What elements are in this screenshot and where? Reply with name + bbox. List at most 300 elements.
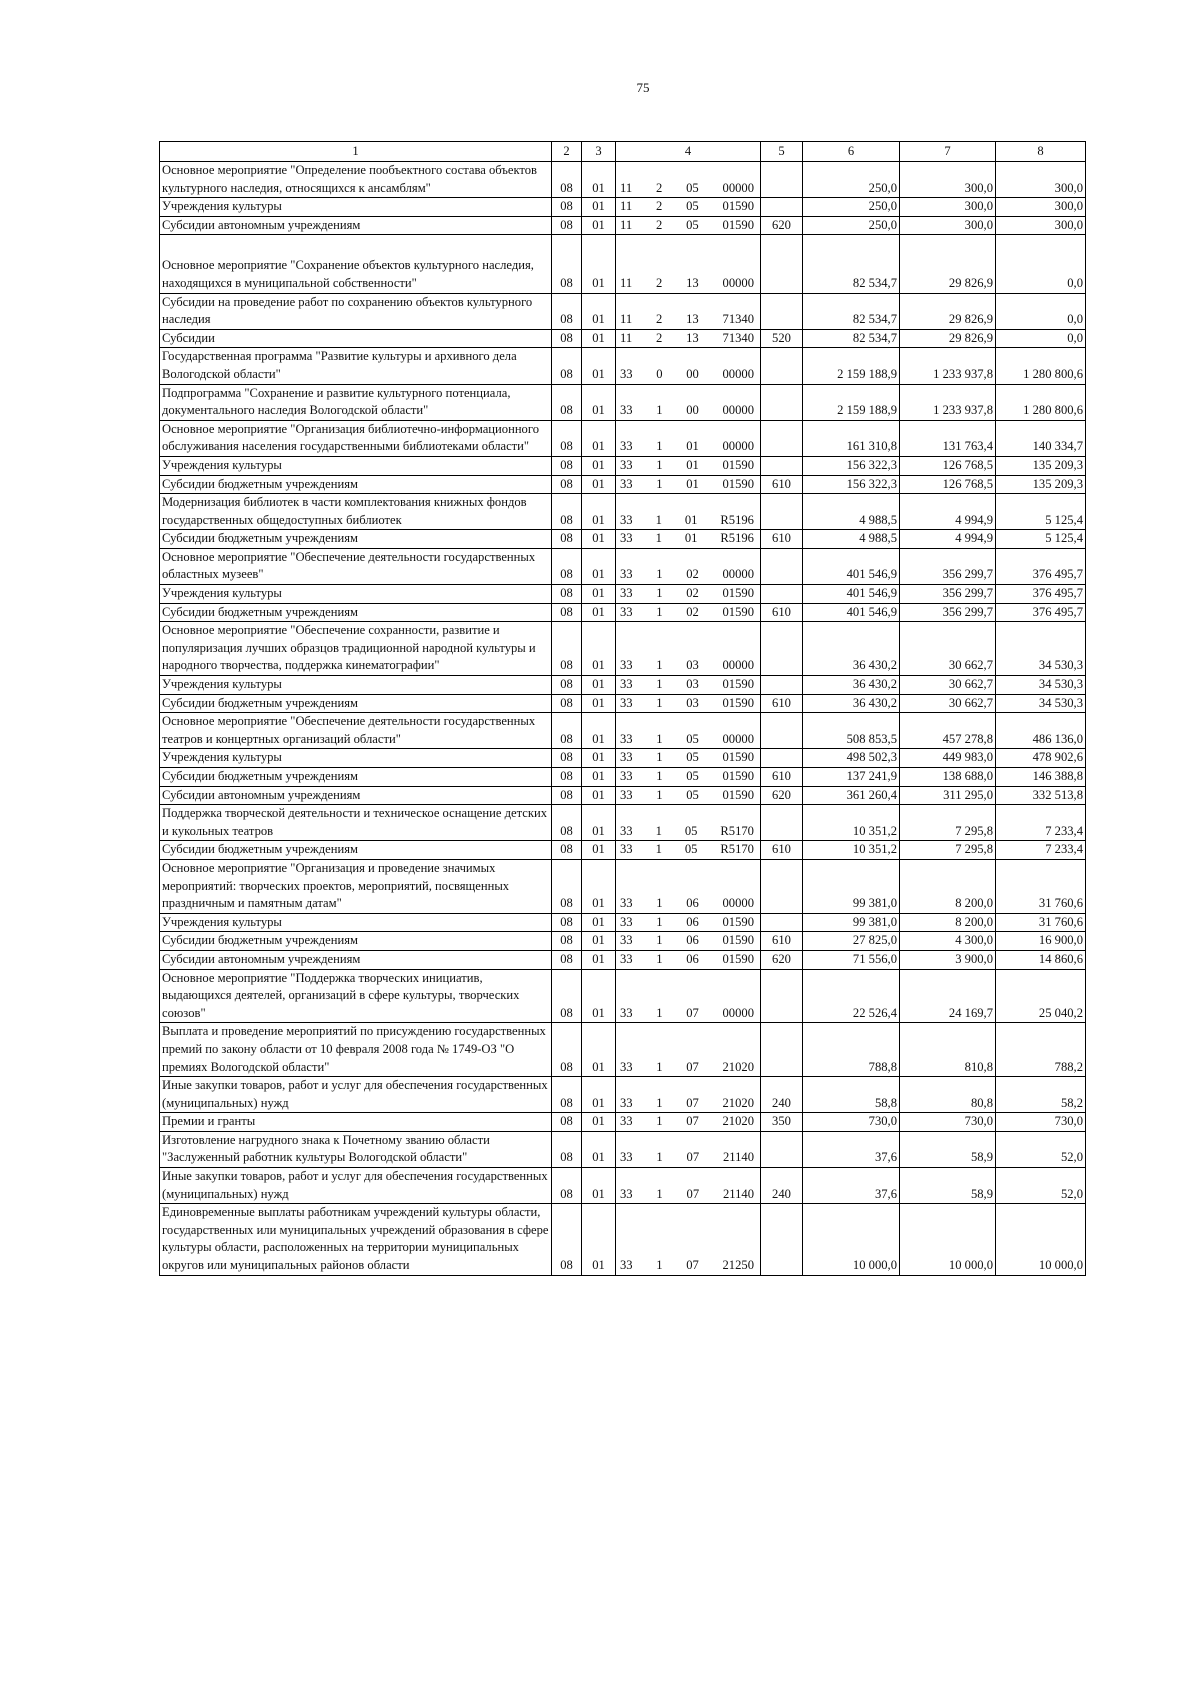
section-code: 08	[552, 694, 582, 713]
amount-col-6: 36 430,2	[803, 622, 900, 676]
target-article-part: 01590	[722, 933, 754, 948]
table-row	[160, 456, 1086, 475]
target-article-part: 1	[656, 586, 663, 601]
target-article-part: 01590	[722, 604, 754, 619]
amount-col-6: 10 000,0	[803, 1204, 900, 1275]
target-article-part: 33	[620, 476, 633, 491]
target-article-code	[616, 603, 761, 622]
amount-col-6: 10 351,2	[803, 841, 900, 860]
row-name: Основное мероприятие "Определение пообъектного состава объектов культурного наследия, относящихся к ансамблям"	[160, 162, 552, 198]
amount-col-8: 788,2	[996, 1023, 1086, 1077]
table-row	[160, 384, 1086, 420]
amount-col-7: 24 169,7	[900, 969, 996, 1023]
subsection-code: 01	[582, 859, 616, 913]
table-row	[160, 162, 1086, 198]
row-name: Основное мероприятие "Поддержка творческих инициатив, выдающихся деятелей, организаций в сфере культуры, творческих союзов"	[160, 969, 552, 1023]
row-name: Основное мероприятие "Обеспечение деятельности государственных театров и концертных организаций области"	[160, 713, 552, 749]
subsection-code: 01	[582, 475, 616, 494]
expense-type-code	[761, 162, 803, 198]
table-row	[160, 1131, 1086, 1167]
target-article-part: 21250	[722, 1258, 754, 1273]
target-article-part: 00000	[722, 180, 754, 195]
amount-col-6: 156 322,3	[803, 475, 900, 494]
subsection-code: 01	[582, 198, 616, 217]
header-cell: 7	[900, 142, 996, 162]
target-article-part: 11	[620, 199, 633, 214]
target-article-part: R5170	[720, 823, 754, 838]
target-article-part: 1	[656, 439, 663, 454]
target-article-part: 01	[686, 439, 699, 454]
amount-col-8: 25 040,2	[996, 969, 1086, 1023]
subsection-code: 01	[582, 841, 616, 860]
table-row	[160, 913, 1086, 932]
target-article-part: 07	[686, 1150, 700, 1165]
target-article-part: 05	[686, 217, 699, 232]
expense-type-code: 610	[761, 841, 803, 860]
section-code: 08	[552, 585, 582, 604]
target-article-code	[616, 384, 761, 420]
table-row	[160, 768, 1086, 787]
amount-col-8: 730,0	[996, 1113, 1086, 1132]
section-code: 08	[552, 530, 582, 549]
amount-col-7: 4 300,0	[900, 932, 996, 951]
amount-col-7: 29 826,9	[900, 293, 996, 329]
row-name: Поддержка творческой деятельности и техническое оснащение детских и кукольных театров	[160, 805, 552, 841]
amount-col-6: 10 351,2	[803, 805, 900, 841]
target-article-part: 07	[686, 1005, 699, 1020]
subsection-code: 01	[582, 216, 616, 235]
expense-type-code: 620	[761, 216, 803, 235]
target-article-part: 1	[656, 914, 663, 929]
target-article-part: 07	[686, 1114, 699, 1129]
target-article-part: 33	[620, 1059, 633, 1074]
target-article-part: 1	[656, 1059, 663, 1074]
target-article-code	[616, 768, 761, 787]
target-article-part: 01590	[722, 750, 754, 765]
target-article-part: 00000	[722, 896, 754, 911]
target-article-part: 11	[620, 275, 633, 290]
target-article-part: 2	[655, 330, 663, 345]
target-article-part: 1	[656, 933, 663, 948]
target-article-part: 01590	[722, 217, 754, 232]
subsection-code: 01	[582, 1113, 616, 1132]
row-name	[160, 235, 552, 293]
amount-col-7: 356 299,7	[900, 603, 996, 622]
target-article-part: 01590	[722, 787, 754, 802]
row-name: Субсидии автономным учреждениям	[160, 216, 552, 235]
table-row	[160, 1023, 1086, 1077]
amount-col-6: 99 381,0	[803, 913, 900, 932]
amount-col-8: 52,0	[996, 1131, 1086, 1167]
target-article-part: 00000	[722, 403, 754, 418]
section-code: 08	[552, 456, 582, 475]
table-row	[160, 622, 1086, 676]
amount-col-6: 22 526,4	[803, 969, 900, 1023]
target-article-part: 05	[684, 823, 698, 838]
subsection-code: 01	[582, 1077, 616, 1113]
target-article-part: 01590	[722, 457, 754, 472]
target-article-part: 21140	[722, 1150, 754, 1165]
target-article-code	[616, 162, 761, 198]
target-article-part: 07	[686, 1059, 699, 1074]
amount-col-6: 4 988,5	[803, 530, 900, 549]
target-article-part: 05	[686, 180, 699, 195]
target-article-part: 1	[656, 750, 663, 765]
row-name-text: Основное мероприятие "Сохранение объектов культурного наследия, находящихся в муниципальной собственности"	[162, 258, 534, 290]
target-article-part: 0	[656, 366, 663, 381]
subsection-code: 01	[582, 329, 616, 348]
target-article-code	[616, 786, 761, 805]
expense-type-code	[761, 420, 803, 456]
target-article-part: 33	[620, 604, 633, 619]
target-article-part: 33	[620, 750, 633, 765]
expense-type-code: 610	[761, 694, 803, 713]
row-name: Субсидии бюджетным учреждениям	[160, 530, 552, 549]
target-article-code	[616, 494, 761, 530]
target-article-part: 01	[684, 512, 698, 527]
target-article-part: 1	[656, 731, 663, 746]
target-article-part: 1	[656, 658, 663, 673]
expense-type-code: 240	[761, 1168, 803, 1204]
target-article-part: 33	[620, 731, 633, 746]
target-article-part: 1	[655, 531, 662, 546]
target-article-code	[616, 329, 761, 348]
target-article-part: 11	[620, 330, 633, 345]
target-article-part: 02	[686, 604, 699, 619]
row-name: Учреждения культуры	[160, 198, 552, 217]
expense-type-code	[761, 1131, 803, 1167]
section-code: 08	[552, 348, 582, 384]
amount-col-8: 486 136,0	[996, 713, 1086, 749]
expense-type-code	[761, 348, 803, 384]
expense-type-code	[761, 749, 803, 768]
amount-col-8: 376 495,7	[996, 603, 1086, 622]
amount-col-6: 37,6	[803, 1168, 900, 1204]
amount-col-7: 300,0	[900, 216, 996, 235]
target-article-part: 06	[686, 951, 699, 966]
amount-col-6: 401 546,9	[803, 548, 900, 584]
row-name: Единовременные выплаты работникам учреждений культуры области, государственных или муниципальных учреждений образования в сфере культуры области, расположенных на территории муниципальных округов или муниципальных районов области	[160, 1204, 552, 1275]
table-row	[160, 1113, 1086, 1132]
section-code: 08	[552, 548, 582, 584]
header-cell: 4	[616, 142, 761, 162]
target-article-part: 33	[620, 1114, 633, 1129]
table-row	[160, 530, 1086, 549]
subsection-code: 01	[582, 713, 616, 749]
target-article-part: 71340	[722, 330, 754, 345]
amount-col-6: 137 241,9	[803, 768, 900, 787]
section-code: 08	[552, 786, 582, 805]
amount-col-7: 300,0	[900, 162, 996, 198]
amount-col-8: 140 334,7	[996, 420, 1086, 456]
target-article-part: 06	[686, 914, 699, 929]
amount-col-8: 1 280 800,6	[996, 348, 1086, 384]
target-article-part: 11	[620, 180, 633, 195]
target-article-part: 02	[686, 586, 699, 601]
amount-col-6: 82 534,7	[803, 293, 900, 329]
subsection-code: 01	[582, 420, 616, 456]
section-code: 08	[552, 622, 582, 676]
subsection-code: 01	[582, 1168, 616, 1204]
row-name: Субсидии на проведение работ по сохранению объектов культурного наследия	[160, 293, 552, 329]
target-article-code	[616, 805, 761, 841]
target-article-part: 1	[656, 1005, 663, 1020]
row-name: Субсидии бюджетным учреждениям	[160, 768, 552, 787]
target-article-part: 01590	[722, 769, 754, 783]
amount-col-6: 401 546,9	[803, 585, 900, 604]
target-article-code	[616, 1168, 761, 1204]
subsection-code: 01	[582, 622, 616, 676]
target-article-part: 33	[620, 951, 633, 966]
target-article-code	[616, 969, 761, 1023]
table-row	[160, 969, 1086, 1023]
header-cell: 2	[552, 142, 582, 162]
target-article-code	[616, 1204, 761, 1275]
target-article-part: 01590	[722, 951, 754, 966]
target-article-part: 03	[686, 658, 699, 673]
target-article-code	[616, 950, 761, 969]
target-article-part: 07	[686, 1186, 700, 1201]
amount-col-6: 71 556,0	[803, 950, 900, 969]
table-row	[160, 749, 1086, 768]
amount-col-7: 810,8	[900, 1023, 996, 1077]
amount-col-7: 138 688,0	[900, 768, 996, 787]
target-article-part: 01590	[722, 914, 754, 929]
amount-col-6: 2 159 188,9	[803, 348, 900, 384]
target-article-part: 01590	[722, 695, 754, 710]
row-name: Иные закупки товаров, работ и услуг для обеспечения государственных (муниципальных) нужд	[160, 1168, 552, 1204]
row-name: Государственная программа "Развитие культуры и архивного дела Вологодской области"	[160, 348, 552, 384]
amount-col-8: 34 530,3	[996, 622, 1086, 676]
row-name: Учреждения культуры	[160, 456, 552, 475]
subsection-code: 01	[582, 768, 616, 787]
row-name: Субсидии бюджетным учреждениям	[160, 694, 552, 713]
target-article-part: 1	[656, 1095, 663, 1110]
amount-col-7: 29 826,9	[900, 329, 996, 348]
section-code: 08	[552, 162, 582, 198]
section-code: 08	[552, 749, 582, 768]
target-article-code	[616, 749, 761, 768]
target-article-part: 07	[686, 1258, 699, 1273]
amount-col-7: 457 278,8	[900, 713, 996, 749]
target-article-part: 33	[620, 586, 633, 601]
target-article-part: 13	[686, 275, 699, 290]
amount-col-8: 10 000,0	[996, 1204, 1086, 1275]
amount-col-7: 7 295,8	[900, 805, 996, 841]
target-article-part: 1	[656, 1186, 663, 1201]
subsection-code: 01	[582, 494, 616, 530]
section-code: 08	[552, 603, 582, 622]
section-code: 08	[552, 1077, 582, 1113]
table-row	[160, 676, 1086, 695]
subsection-code: 01	[582, 530, 616, 549]
table-row	[160, 198, 1086, 217]
subsection-code: 01	[582, 585, 616, 604]
amount-col-8: 52,0	[996, 1168, 1086, 1204]
row-name: Субсидии бюджетным учреждениям	[160, 841, 552, 860]
target-article-part: 33	[620, 677, 633, 692]
page-number: 75	[636, 80, 650, 95]
amount-col-6: 730,0	[803, 1113, 900, 1132]
expense-type-code	[761, 1204, 803, 1275]
subsection-code: 01	[582, 456, 616, 475]
amount-col-7: 29 826,9	[900, 235, 996, 293]
target-article-part: 1	[655, 512, 662, 527]
target-article-part: 05	[686, 199, 699, 214]
amount-col-6: 788,8	[803, 1023, 900, 1077]
amount-col-8: 31 760,6	[996, 859, 1086, 913]
subsection-code: 01	[582, 162, 616, 198]
amount-col-8: 135 209,3	[996, 475, 1086, 494]
target-article-code	[616, 530, 761, 549]
target-article-part: 13	[686, 312, 699, 327]
target-article-part: 1	[656, 787, 663, 802]
amount-col-7: 126 768,5	[900, 456, 996, 475]
target-article-code	[616, 913, 761, 932]
target-article-part: 33	[620, 842, 633, 857]
amount-col-6: 58,8	[803, 1077, 900, 1113]
target-article-code	[616, 841, 761, 860]
amount-col-6: 250,0	[803, 216, 900, 235]
target-article-part: 1	[656, 695, 663, 710]
row-name: Основное мероприятие "Обеспечение деятельности государственных областных музеев"	[160, 548, 552, 584]
target-article-part: 06	[686, 933, 699, 948]
row-name: Субсидии	[160, 329, 552, 348]
subsection-code: 01	[582, 1023, 616, 1077]
section-code: 08	[552, 1168, 582, 1204]
target-article-code	[616, 456, 761, 475]
header-cell: 3	[582, 142, 616, 162]
target-article-part: 33	[620, 512, 633, 527]
section-code: 08	[552, 1131, 582, 1167]
target-article-part: R5196	[720, 512, 754, 527]
target-article-code	[616, 475, 761, 494]
subsection-code: 01	[582, 786, 616, 805]
target-article-part: 33	[620, 695, 633, 710]
target-article-part: 33	[620, 787, 633, 802]
amount-col-8: 376 495,7	[996, 585, 1086, 604]
target-article-part: 01590	[722, 476, 754, 491]
section-code: 08	[552, 713, 582, 749]
target-article-part: 33	[620, 823, 633, 838]
section-code: 08	[552, 216, 582, 235]
amount-col-6: 2 159 188,9	[803, 384, 900, 420]
table-row	[160, 805, 1086, 841]
target-article-part: 1	[656, 1114, 663, 1129]
table-row	[160, 1204, 1086, 1275]
amount-col-7: 730,0	[900, 1113, 996, 1132]
expense-type-code: 610	[761, 530, 803, 549]
target-article-part: 07	[686, 1095, 699, 1110]
amount-col-6: 508 853,5	[803, 713, 900, 749]
amount-col-7: 131 763,4	[900, 420, 996, 456]
table-row	[160, 585, 1086, 604]
target-article-part: 01590	[722, 677, 754, 692]
target-article-code	[616, 585, 761, 604]
subsection-code: 01	[582, 913, 616, 932]
section-code: 08	[552, 841, 582, 860]
target-article-part: 2	[655, 275, 663, 290]
target-article-code	[616, 713, 761, 749]
table-row	[160, 786, 1086, 805]
amount-col-7: 58,9	[900, 1131, 996, 1167]
target-article-part: 1	[656, 1150, 663, 1165]
target-article-part: 33	[620, 1095, 633, 1110]
target-article-part: 1	[656, 677, 663, 692]
table-row	[160, 932, 1086, 951]
expense-type-code: 620	[761, 950, 803, 969]
target-article-code	[616, 932, 761, 951]
target-article-part: 1	[656, 604, 663, 619]
target-article-code	[616, 235, 761, 293]
target-article-part: 06	[686, 896, 699, 911]
section-code: 08	[552, 494, 582, 530]
amount-col-7: 3 900,0	[900, 950, 996, 969]
target-article-part: 00000	[722, 1005, 754, 1020]
target-article-part: 33	[620, 896, 633, 911]
expense-type-code	[761, 494, 803, 530]
expense-type-code: 350	[761, 1113, 803, 1132]
header-cell: 1	[160, 142, 552, 162]
amount-col-8: 300,0	[996, 162, 1086, 198]
expense-type-code	[761, 969, 803, 1023]
table-row	[160, 475, 1086, 494]
target-article-part: 33	[620, 1005, 633, 1020]
subsection-code: 01	[582, 293, 616, 329]
expense-type-code: 240	[761, 1077, 803, 1113]
expense-type-code	[761, 913, 803, 932]
target-article-part: R5196	[720, 531, 754, 546]
amount-col-8: 1 280 800,6	[996, 384, 1086, 420]
expense-type-code	[761, 713, 803, 749]
amount-col-6: 99 381,0	[803, 859, 900, 913]
amount-col-8: 332 513,8	[996, 786, 1086, 805]
amount-col-7: 311 295,0	[900, 786, 996, 805]
section-code: 08	[552, 859, 582, 913]
amount-col-8: 300,0	[996, 198, 1086, 217]
target-article-part: 00000	[722, 658, 754, 673]
target-article-code	[616, 694, 761, 713]
amount-col-7: 10 000,0	[900, 1204, 996, 1275]
target-article-part: 1	[656, 951, 663, 966]
row-name: Иные закупки товаров, работ и услуг для обеспечения государственных (муниципальных) нужд	[160, 1077, 552, 1113]
row-name: Учреждения культуры	[160, 749, 552, 768]
row-name: Основное мероприятие "Обеспечение сохранности, развитие и популяризация лучших образцов традиционной народной культуры и народного творчества, поддержка кинематографии"	[160, 622, 552, 676]
expense-type-code: 610	[761, 603, 803, 622]
amount-col-8: 300,0	[996, 216, 1086, 235]
expense-type-code	[761, 235, 803, 293]
target-article-code	[616, 293, 761, 329]
target-article-part: R5170	[720, 842, 754, 857]
amount-col-6: 250,0	[803, 198, 900, 217]
target-article-part: 1	[656, 1258, 663, 1273]
section-code: 08	[552, 420, 582, 456]
target-article-part: 05	[684, 842, 698, 857]
amount-col-8: 0,0	[996, 235, 1086, 293]
amount-col-7: 80,8	[900, 1077, 996, 1113]
amount-col-7: 300,0	[900, 198, 996, 217]
row-name: Основное мероприятие "Организация библиотечно-информационного обслуживания населения государственными библиотеками области"	[160, 420, 552, 456]
subsection-code: 01	[582, 932, 616, 951]
table-row	[160, 859, 1086, 913]
target-article-part: 33	[620, 439, 633, 454]
table-row	[160, 713, 1086, 749]
target-article-part: 2	[655, 217, 663, 232]
subsection-code: 01	[582, 348, 616, 384]
amount-col-8: 478 902,6	[996, 749, 1086, 768]
target-article-part: 00000	[722, 366, 754, 381]
target-article-part: 2	[655, 312, 663, 327]
